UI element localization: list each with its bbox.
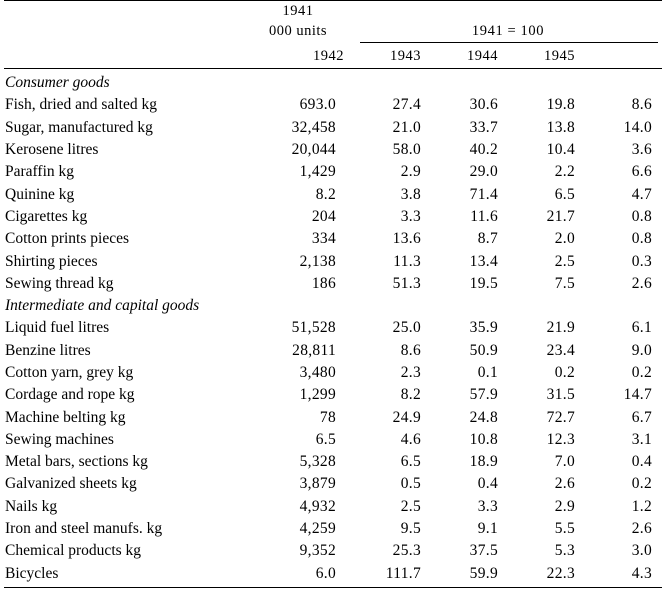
table-row (4, 253, 662, 275)
row-value-1943: 59.9 (469, 564, 498, 582)
row-value-1942: 9.5 (400, 520, 421, 538)
row-value-1944: 21.7 (546, 207, 575, 225)
row-value-1943: 18.9 (469, 453, 498, 471)
table-row (4, 520, 662, 542)
row-units: 4,932 (299, 497, 336, 515)
row-value-1945: 6.6 (631, 163, 652, 181)
row-value-1943: 9.1 (477, 520, 498, 538)
row-value-1943: 35.9 (469, 319, 498, 337)
row-value-1944: 13.8 (546, 118, 575, 136)
row-units: 334 (311, 230, 336, 248)
table-row (4, 475, 662, 497)
row-units: 3,480 (299, 363, 336, 381)
section-title: Consumer goods (5, 74, 110, 92)
row-value-1944: 2.6 (554, 475, 575, 493)
row-label: Kerosene litres (5, 141, 99, 159)
row-value-1945: 0.8 (631, 207, 652, 225)
row-label: Nails kg (5, 497, 58, 515)
table-row (4, 364, 662, 386)
row-units: 4,259 (299, 520, 336, 538)
row-value-1944: 12.3 (546, 430, 575, 448)
row-value-1945: 6.1 (631, 319, 652, 337)
row-value-1943: 71.4 (469, 185, 498, 203)
table-row (4, 275, 662, 297)
row-value-1942: 0.5 (400, 475, 421, 493)
row-label: Sugar, manufactured kg (5, 118, 153, 136)
row-value-1942: 51.3 (392, 274, 421, 292)
row-value-1944: 22.3 (546, 564, 575, 582)
row-value-1943: 3.3 (477, 497, 498, 515)
row-value-1943: 57.9 (469, 386, 498, 404)
row-units: 693.0 (299, 96, 336, 114)
row-value-1945: 4.7 (631, 185, 652, 203)
row-units: 8.2 (315, 185, 336, 203)
row-value-1942: 11.3 (393, 252, 421, 270)
row-value-1943: 8.7 (477, 230, 498, 248)
row-value-1942: 2.3 (400, 363, 421, 381)
table-row (4, 319, 662, 341)
row-value-1942: 6.5 (400, 453, 421, 471)
row-label: Metal bars, sections kg (5, 453, 148, 471)
row-label: Machine belting kg (5, 408, 126, 426)
row-value-1945: 9.0 (631, 341, 652, 359)
row-value-1944: 5.5 (554, 520, 575, 538)
table-body (4, 69, 662, 588)
table-row (4, 163, 662, 185)
units-header-line2: 000 units (268, 22, 328, 39)
units-header-line1: 1941 (282, 3, 314, 19)
row-value-1945: 2.6 (631, 274, 652, 292)
table-row (4, 453, 662, 475)
row-value-1943: 19.5 (469, 274, 498, 292)
table-row (4, 186, 662, 208)
table-row (4, 498, 662, 520)
row-value-1945: 8.6 (631, 96, 652, 114)
units-column-header (242, 1, 354, 43)
row-value-1942: 8.6 (400, 341, 421, 359)
row-units: 28,811 (292, 341, 336, 359)
column-header-1944: 1944 (467, 48, 498, 65)
row-value-1942: 58.0 (392, 141, 421, 159)
row-value-1943: 0.1 (477, 363, 498, 381)
table-header (4, 1, 662, 70)
row-value-1943: 29.0 (469, 163, 498, 181)
row-value-1943: 40.2 (469, 141, 498, 159)
row-value-1942: 3.3 (400, 207, 421, 225)
row-value-1944: 5.3 (554, 542, 575, 560)
row-value-1942: 24.9 (392, 408, 421, 426)
table-row (4, 386, 662, 408)
row-value-1944: 6.5 (554, 185, 575, 203)
row-label: Liquid fuel litres (5, 319, 110, 337)
row-label: Benzine litres (5, 341, 91, 359)
statistics-table (4, 0, 662, 588)
row-label: Cigarettes kg (5, 207, 88, 225)
row-value-1942: 4.6 (400, 430, 421, 448)
row-label: Iron and steel manufs. kg (5, 520, 163, 538)
row-value-1945: 0.3 (631, 252, 652, 270)
row-value-1943: 50.9 (469, 341, 498, 359)
row-value-1942: 27.4 (392, 96, 421, 114)
table-row (4, 542, 662, 564)
row-value-1944: 72.7 (546, 408, 575, 426)
row-value-1944: 2.2 (554, 163, 575, 181)
row-value-1942: 8.2 (400, 386, 421, 404)
table-row (4, 141, 662, 163)
row-value-1944: 19.8 (546, 96, 575, 114)
row-value-1942: 111.7 (385, 564, 421, 582)
row-value-1944: 10.4 (546, 141, 575, 159)
table-row (4, 230, 662, 252)
row-value-1944: 7.0 (554, 453, 575, 471)
row-value-1945: 14.7 (623, 386, 652, 404)
row-units: 6.5 (315, 430, 336, 448)
row-label: Shirting pieces (5, 252, 98, 270)
row-value-1945: 4.3 (631, 564, 652, 582)
row-units: 51,528 (291, 319, 336, 337)
row-units: 6.0 (315, 564, 336, 582)
row-value-1945: 6.7 (631, 408, 652, 426)
row-units: 186 (311, 274, 336, 292)
section-header-row (4, 74, 662, 96)
row-value-1944: 2.0 (554, 230, 575, 248)
row-value-1942: 21.0 (392, 118, 421, 136)
row-value-1945: 3.1 (631, 430, 652, 448)
row-label: Quinine kg (5, 185, 75, 203)
column-header-1943: 1943 (390, 48, 421, 65)
row-value-1942: 3.8 (400, 185, 421, 203)
table-row (4, 96, 662, 118)
row-value-1943: 33.7 (469, 118, 498, 136)
row-value-1942: 13.6 (392, 230, 421, 248)
index-group-header: 1941 = 100 (471, 23, 545, 40)
row-value-1943: 0.4 (477, 475, 498, 493)
row-label: Sewing thread kg (5, 274, 114, 292)
row-value-1944: 0.2 (554, 363, 575, 381)
row-label: Paraffin kg (5, 163, 75, 181)
row-value-1943: 30.6 (469, 96, 498, 114)
row-units: 20,044 (291, 141, 336, 159)
row-value-1945: 0.2 (631, 363, 652, 381)
row-value-1944: 7.5 (554, 274, 575, 292)
row-units: 9,352 (299, 542, 336, 560)
row-label: Fish, dried and salted kg (5, 96, 157, 114)
row-value-1942: 2.5 (400, 497, 421, 515)
row-value-1942: 2.9 (400, 163, 421, 181)
table-row (4, 342, 662, 364)
row-value-1945: 14.0 (623, 118, 652, 136)
table-row (4, 208, 662, 230)
row-units: 5,328 (299, 453, 336, 471)
row-value-1944: 21.9 (546, 319, 575, 337)
row-value-1945: 0.8 (631, 230, 652, 248)
row-value-1943: 24.8 (469, 408, 498, 426)
section-title: Intermediate and capital goods (5, 297, 200, 315)
row-value-1943: 37.5 (469, 542, 498, 560)
row-value-1944: 31.5 (546, 386, 575, 404)
row-units: 32,458 (291, 118, 336, 136)
row-label: Sewing machines (5, 430, 114, 448)
row-value-1945: 0.4 (631, 453, 652, 471)
table-row (4, 431, 662, 453)
row-value-1944: 23.4 (546, 341, 575, 359)
row-units: 1,429 (299, 163, 336, 181)
row-units: 1,299 (299, 386, 336, 404)
row-units: 78 (319, 408, 336, 426)
table-row (4, 119, 662, 141)
row-label: Chemical products kg (5, 542, 142, 560)
column-header-1945: 1945 (544, 48, 575, 65)
row-units: 2,138 (299, 252, 336, 270)
row-label: Bicycles (5, 564, 59, 582)
row-units: 3,879 (299, 475, 336, 493)
row-value-1943: 13.4 (469, 252, 498, 270)
row-label: Cotton prints pieces (5, 230, 129, 248)
row-label: Cotton yarn, grey kg (5, 363, 134, 381)
section-header-row (4, 297, 662, 319)
row-label: Cordage and rope kg (5, 386, 135, 404)
row-value-1943: 11.6 (470, 207, 498, 225)
row-value-1945: 3.6 (631, 141, 652, 159)
group-header-row (4, 1, 662, 42)
row-value-1942: 25.0 (392, 319, 421, 337)
row-value-1944: 2.5 (554, 252, 575, 270)
column-header-1942: 1942 (313, 48, 344, 65)
row-value-1945: 0.2 (631, 475, 652, 493)
row-value-1943: 10.8 (469, 430, 498, 448)
row-value-1945: 1.2 (631, 497, 652, 515)
row-value-1944: 2.9 (554, 497, 575, 515)
row-label: Galvanized sheets kg (5, 475, 137, 493)
row-units: 204 (311, 207, 336, 225)
table-row (4, 409, 662, 431)
row-value-1945: 2.6 (631, 520, 652, 538)
table-row (4, 565, 662, 588)
row-value-1945: 3.0 (631, 542, 652, 560)
row-value-1942: 25.3 (392, 542, 421, 560)
bottom-rule (4, 587, 662, 588)
